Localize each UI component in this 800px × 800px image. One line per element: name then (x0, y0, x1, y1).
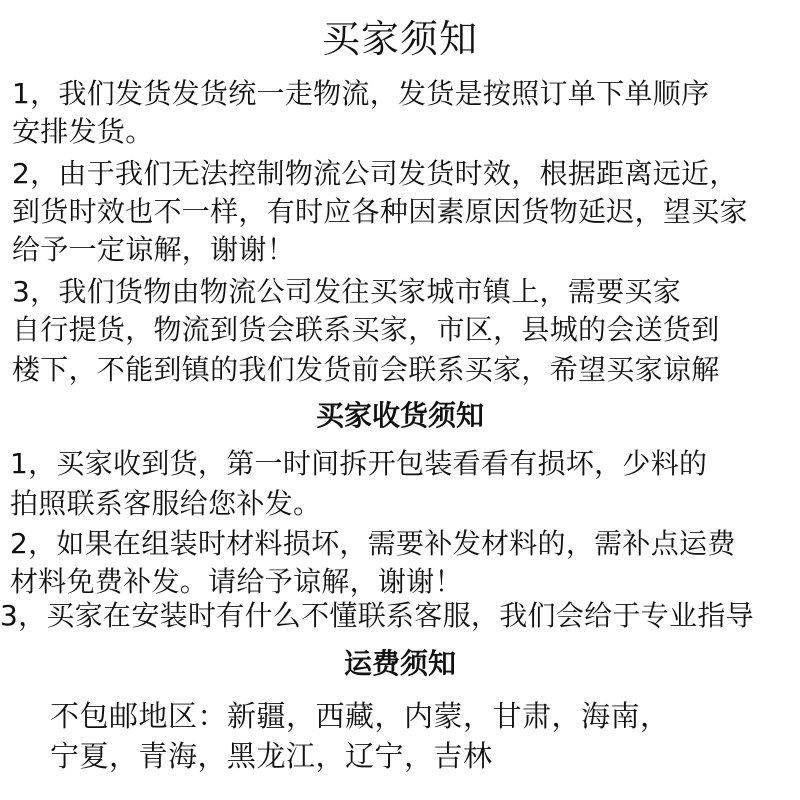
buyer-notice-line: 楼下，不能到镇的我们发货前会联系买家，希望买家谅解 (12, 353, 720, 386)
receipt-notice-line: 3，买家在安装时有什么不懂联系客服，我们会给于专业指导 (0, 599, 754, 632)
receipt-notice-line: 材料免费补发。请给予谅解，谢谢！ (10, 565, 463, 598)
buyer-notice-line: 2，由于我们无法控制物流公司发货时效，根据距离远近， (12, 157, 738, 190)
receipt-notice-line: 1，买家收到货，第一时间拆开包装看看有损坏，少料的 (10, 447, 708, 480)
buyer-notice-line: 到货时效也不一样，有时应各种因素原因货物延迟，望买家 (12, 195, 748, 228)
buyer-notice-title: 买家须知 (321, 17, 478, 61)
buyer-notice-line: 3，我们货物由物流公司发往买家城市镇上，需要买家 (12, 275, 682, 308)
receipt-notice-line: 拍照联系客服给您补发。 (10, 487, 322, 520)
receipt-notice-line: 2，如果在组装时材料损坏，需要补发材料的，需补点运费 (10, 527, 736, 560)
freight-notice-line: 宁夏，青海，黑龙江，辽宁，吉林 (50, 739, 493, 773)
buyer-notice-line: 1，我们发货发货统一走物流，发货是按照订单下单顺序 (12, 77, 710, 110)
receipt-notice-title: 买家收货须知 (315, 399, 484, 432)
buyer-notice-line: 自行提货，物流到货会联系买家，市区，县城的会送货到 (12, 313, 720, 346)
freight-notice-line: 不包邮地区：新疆，西藏，内蒙，甘肃，海南， (50, 699, 670, 733)
buyer-notice-line: 给予一定谅解，谢谢！ (12, 233, 296, 266)
buyer-notice-line: 安排发货。 (12, 115, 154, 148)
freight-notice-title: 运费须知 (343, 647, 456, 680)
